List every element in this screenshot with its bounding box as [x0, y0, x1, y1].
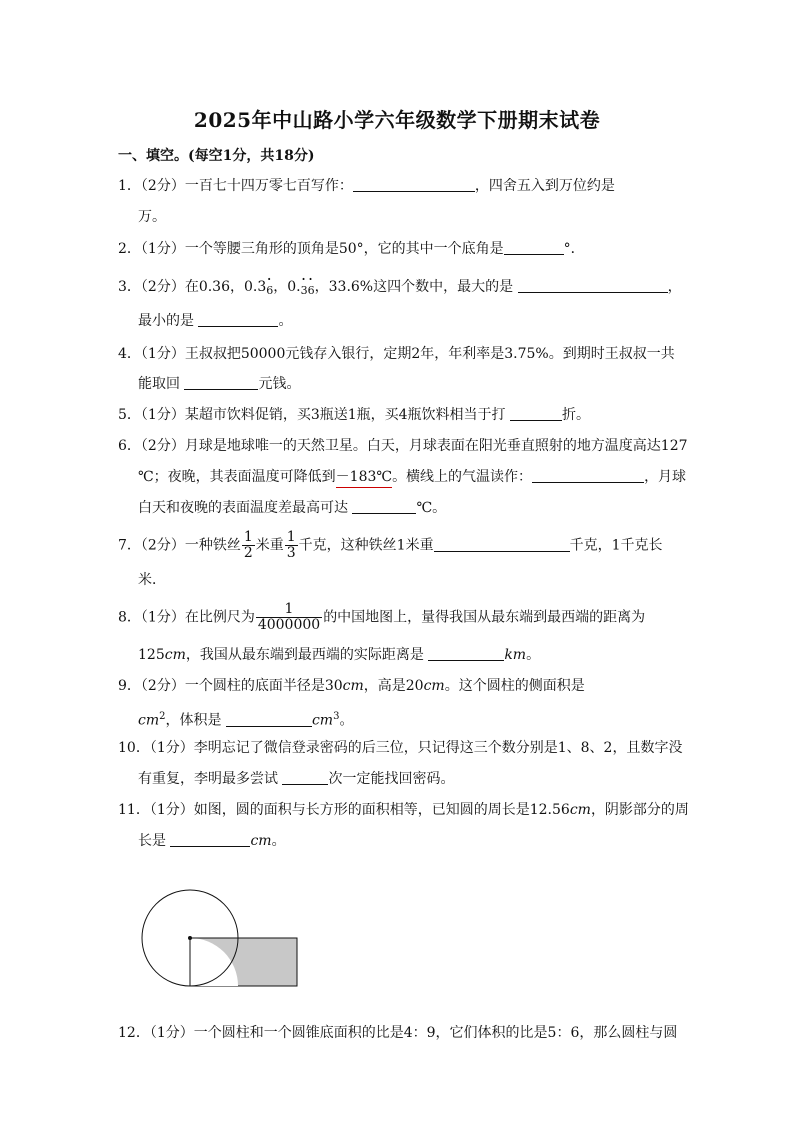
question-6-line-2: ℃；夜晚，其表面温度可降低到－183℃。横线上的气温读作： ，月球	[118, 467, 698, 488]
question-12: 12．（1分）一个圆柱和一个圆锥底面积的比是4：9，它们体积的比是5：6，那么圆柱与圆	[118, 1025, 678, 1041]
question-8-line-2: 125cm，我国从最东端到最西端的实际距离是 km。	[138, 647, 541, 663]
question-11: 11．（1分）如图，圆的面积与长方形的面积相等，已知圆的周长是12.56cm，阴影部分的周	[118, 802, 689, 818]
answer-blank[interactable]	[504, 240, 564, 255]
underlined-temperature: －183℃	[336, 467, 392, 488]
question-5: 5．（1分）某超市饮料促销，买3瓶送1瓶，买4瓶饮料相当于打 折。	[118, 407, 590, 423]
question-6: 6．（2分）月球是地球唯一的天然卫星。白天，月球表面在阳光垂直照射的地方温度高达127	[118, 438, 688, 454]
page-title: 2025年中山路小学六年级数学下册期末试卷	[193, 108, 601, 132]
question-9: 9．（2分）一个圆柱的底面半径是30cm，高是20cm。这个圆柱的侧面积是	[118, 678, 585, 694]
fraction: $\frac{1}{2}$	[243, 529, 253, 561]
answer-blank[interactable]	[532, 468, 644, 483]
question-6-line-3: 白天和夜晚的表面温度差最高可达 ℃。	[138, 500, 447, 516]
scale-fraction: $\frac{1}{4000000}$	[257, 601, 321, 633]
question-7-line-2: 米．	[138, 572, 166, 588]
answer-blank[interactable]	[510, 406, 562, 421]
repeating-digit: · 6	[266, 281, 273, 301]
question-4: 4．（1分）王叔叔把50000元钱存入银行，定期2年，年利率是3.75%。到期时王叔叔一共	[118, 346, 675, 362]
repeating-digit: · 6	[308, 281, 315, 301]
question-4-line-2: 能取回 元钱。	[138, 376, 301, 392]
question-3: 3．（2分）在0.36，0.3· 6，0.· 3· 6，33.6%这四个数中，最大的是 ，	[118, 277, 678, 301]
question-1-line-2: 万。	[138, 209, 166, 225]
question-1: 1．（2分）一百七十四万零七百写作： ，四舍五入到万位约是	[118, 178, 615, 194]
question-3-line-2: 最小的是 。	[138, 313, 293, 329]
question-8: 8．（1分）在比例尺为 $\frac{1}{4000000}$ 的中国地图上，量得我国从最东端到最西端的距离为	[118, 601, 646, 633]
section-heading: 一、填空。(每空1分，共18分)	[118, 148, 315, 164]
question-9-line-2: $cm^2$，体积是 $cm^3$。	[138, 711, 354, 729]
repeating-digit: · 3	[301, 281, 308, 301]
question-7: 7．（2分）一种铁丝 $\frac{1}{2}$ 米重 $\frac{1}{3}$ 千克，这种铁丝1米重 千克，1千克长	[118, 529, 663, 561]
question-10-line-2: 有重复，李明最多尝试 次一定能找回密码。	[138, 771, 455, 787]
circle-center-dot	[188, 936, 192, 940]
answer-blank[interactable]	[226, 712, 312, 727]
question-11-line-2: 长是 cm。	[138, 833, 286, 849]
answer-blank[interactable]	[518, 278, 668, 293]
answer-blank[interactable]	[352, 499, 416, 514]
answer-blank[interactable]	[198, 312, 278, 327]
fraction: $\frac{1}{3}$	[286, 529, 296, 561]
answer-blank[interactable]	[434, 537, 570, 552]
answer-blank[interactable]	[353, 177, 475, 192]
answer-blank[interactable]	[428, 646, 504, 661]
answer-blank[interactable]	[184, 375, 258, 390]
question-2: 2．（1分）一个等腰三角形的顶角是50°，它的其中一个底角是 °．	[118, 241, 585, 257]
circle-rectangle-figure	[136, 880, 306, 990]
answer-blank[interactable]	[282, 770, 328, 785]
answer-blank[interactable]	[170, 832, 250, 847]
question-10: 10．（1分）李明忘记了微信登录密码的后三位，只记得这三个数分别是1、8、2，且数字没	[118, 740, 683, 756]
